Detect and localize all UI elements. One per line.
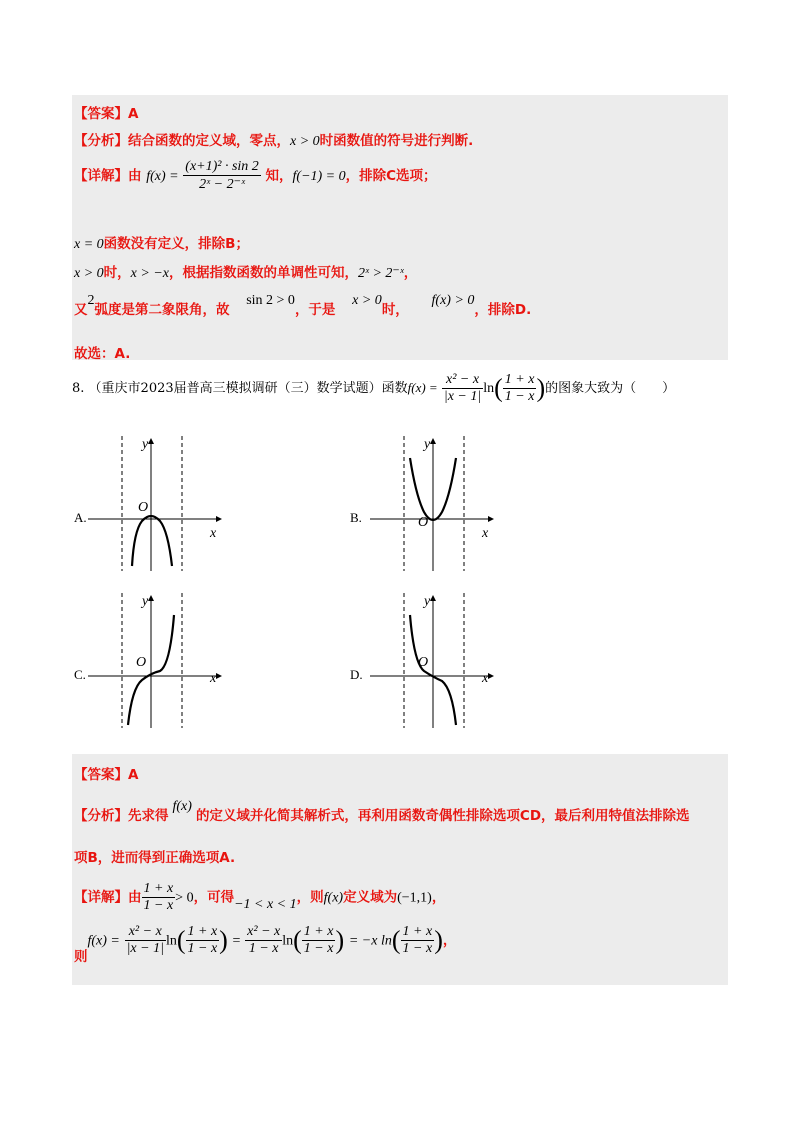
math-fx: f(x) =	[87, 933, 120, 949]
y-label: y	[142, 437, 149, 452]
exclude-d-text: ，排除D.	[474, 302, 532, 318]
analysis-text: 结合函数的定义域，零点，	[128, 133, 290, 149]
comma-text: ，	[431, 889, 446, 906]
math-fx: f(x)	[323, 890, 344, 906]
expansion-fraction-1	[125, 924, 166, 957]
answer-box-8	[72, 754, 728, 985]
y-axis-arrow	[430, 438, 436, 444]
expansion-fraction-2	[245, 924, 282, 957]
option-c-label: C.	[74, 667, 86, 682]
origin-label: O	[138, 500, 149, 515]
fraction-numerator: 1 + x	[402, 924, 433, 939]
q8-ln-fraction	[503, 372, 537, 405]
fraction-numerator: 1 + x	[187, 924, 218, 939]
question-source: （重庆市2023届普高三模拟调研（三）数学试题）函数	[88, 381, 408, 396]
detail-label: 【详解】	[74, 889, 128, 906]
math-equals: =	[232, 933, 241, 949]
analysis-label: 【分析】	[74, 133, 128, 149]
xg0-text-a: 时，	[103, 265, 131, 281]
analysis-line	[74, 799, 690, 825]
y-axis-arrow	[148, 438, 154, 444]
fraction-denominator: 1 − x	[303, 941, 334, 956]
math-f-minus-1: f(−1) = 0	[292, 169, 346, 184]
fraction-denominator: |x − 1|	[126, 941, 164, 956]
fraction-numerator: x² − x	[247, 924, 281, 939]
ln-fraction-3	[401, 924, 435, 957]
choose-line: 故选：A.	[74, 346, 131, 362]
fraction-denominator: 1 − x	[143, 898, 174, 913]
graph-c	[88, 593, 228, 728]
x-label: x	[210, 671, 217, 686]
x0-text: 函数没有定义，排除B；	[103, 236, 249, 252]
detail-fraction	[183, 159, 261, 193]
sin-line	[74, 293, 532, 319]
fraction-denominator: 1 − x	[248, 941, 279, 956]
curve	[132, 516, 172, 566]
fraction-numerator: 1 + x	[143, 881, 174, 896]
y-label: y	[424, 594, 431, 609]
detail-label: 【详解】	[74, 168, 128, 184]
option-d-label: D.	[350, 667, 363, 682]
expansion-line	[74, 924, 457, 965]
x-label: x	[210, 526, 217, 541]
ze-text: ，则	[296, 889, 324, 906]
y-axis-arrow	[430, 595, 436, 601]
paren-right: )	[536, 373, 546, 403]
graph-d	[370, 593, 510, 728]
math-fx: f(x) =	[407, 380, 438, 395]
analysis-line	[74, 129, 473, 150]
kede-text: ，可得	[193, 889, 235, 906]
math-x-gt-0: x > 0	[290, 134, 320, 149]
paren-left: (	[494, 373, 503, 403]
fraction-denominator: 1 − x	[187, 941, 218, 956]
y-label: y	[142, 594, 149, 609]
math-two: 2	[87, 293, 95, 308]
graph-a	[88, 436, 228, 571]
origin-label: O	[136, 655, 147, 670]
analysis-text-a: 先求得	[128, 808, 169, 824]
question-tail: 的图象大致为（ ）	[545, 381, 676, 396]
math-fx: f(x)	[172, 799, 192, 814]
x-label: x	[482, 671, 489, 686]
question-8	[72, 372, 675, 405]
math-2x-gt: 2ˣ > 2⁻ˣ	[358, 266, 404, 281]
x-label: x	[482, 526, 489, 541]
detail-text: 由	[128, 168, 142, 184]
ln-fraction-1	[186, 924, 220, 957]
math-equals-neg-x-ln: = −x ln	[348, 933, 392, 949]
detail-text: 由	[128, 889, 142, 906]
fraction-numerator: 1 + x	[303, 924, 334, 939]
ze-text: 则	[74, 948, 88, 965]
origin-label: O	[418, 515, 429, 530]
paren-left: (	[176, 925, 186, 955]
fraction-numerator: (x+1)² · sin 2	[185, 159, 259, 174]
analysis-text-b: 时函数值的符号进行判断.	[319, 133, 474, 149]
math-x-pos: x > 0	[352, 293, 382, 308]
paren-left: (	[391, 925, 401, 955]
math-gt-0: > 0	[175, 890, 194, 906]
analysis-line-2: 项B，进而得到正确选项A.	[74, 850, 236, 866]
math-ln: ln	[483, 381, 495, 396]
fraction-denominator: 1 − x	[402, 941, 433, 956]
detail-line	[74, 881, 445, 914]
x0-line	[74, 232, 249, 253]
math-fx: f(x) =	[146, 169, 179, 184]
rad-text: 弧度是第二象限角，故	[94, 302, 230, 318]
fraction-denominator: |x − 1|	[443, 389, 482, 404]
answer-line: 【答案】A	[74, 767, 139, 783]
fraction-numerator: 1 + x	[504, 372, 535, 387]
y-axis-arrow	[148, 595, 154, 601]
fraction-numerator: x² − x	[442, 372, 483, 389]
detail-line	[74, 159, 437, 193]
fraction-denominator: 2ˣ − 2⁻ˣ	[199, 177, 245, 192]
math-f-pos: f(x) > 0	[431, 293, 475, 308]
paren-right: )	[434, 925, 443, 955]
y-label: y	[424, 437, 431, 452]
fraction-denominator: 1 − x	[504, 389, 535, 404]
paren-right: )	[335, 925, 345, 955]
xg0-line	[74, 261, 417, 282]
option-b-label: B.	[350, 510, 362, 525]
math-ln: ln	[282, 933, 294, 949]
analysis-label: 【分析】	[74, 808, 128, 824]
math-interval: (−1,1)	[397, 890, 432, 906]
detail-exclude-c: ，排除C选项；	[345, 168, 437, 184]
question-number: 8.	[72, 381, 85, 396]
x-axis-arrow	[488, 673, 494, 679]
detail-text-zhi: 知，	[265, 168, 293, 184]
math-sin-2: sin 2 > 0	[246, 293, 295, 308]
fraction-numerator: x² − x	[125, 924, 166, 941]
answer-box-7	[72, 95, 728, 360]
answer-line: 【答案】A	[74, 106, 139, 122]
x-axis-arrow	[216, 673, 222, 679]
you-text: 又	[74, 302, 88, 318]
paren-right: )	[219, 925, 228, 955]
paren-left: (	[293, 925, 302, 955]
domain-text: 定义域为	[343, 889, 398, 906]
x-axis-arrow	[488, 516, 494, 522]
shi-text: 时，	[381, 302, 409, 318]
yushi-text: ，于是	[294, 302, 336, 318]
origin-label: O	[418, 655, 429, 670]
math-x-eq-0: x = 0	[74, 237, 104, 252]
graph-b	[370, 436, 510, 571]
math-range: −1 < x < 1	[234, 896, 297, 912]
detail-fraction	[142, 881, 176, 914]
ln-fraction-2	[302, 924, 336, 957]
math-x-gt-neg-x: x > −x	[130, 266, 169, 281]
x-axis-arrow	[216, 516, 222, 522]
xg0-text-b: ，根据指数函数的单调性可知，	[169, 265, 358, 281]
q8-fraction	[442, 372, 483, 405]
math-x-gt-0: x > 0	[74, 266, 104, 281]
end-comma: ，	[442, 932, 457, 949]
option-a-label: A.	[74, 510, 87, 525]
xg0-text-c: ，	[403, 265, 418, 281]
analysis-text-b: 的定义域并化简其解析式，再利用函数奇偶性排除选项CD，最后利用特值法排除选	[195, 808, 690, 824]
math-ln: ln	[165, 933, 177, 949]
